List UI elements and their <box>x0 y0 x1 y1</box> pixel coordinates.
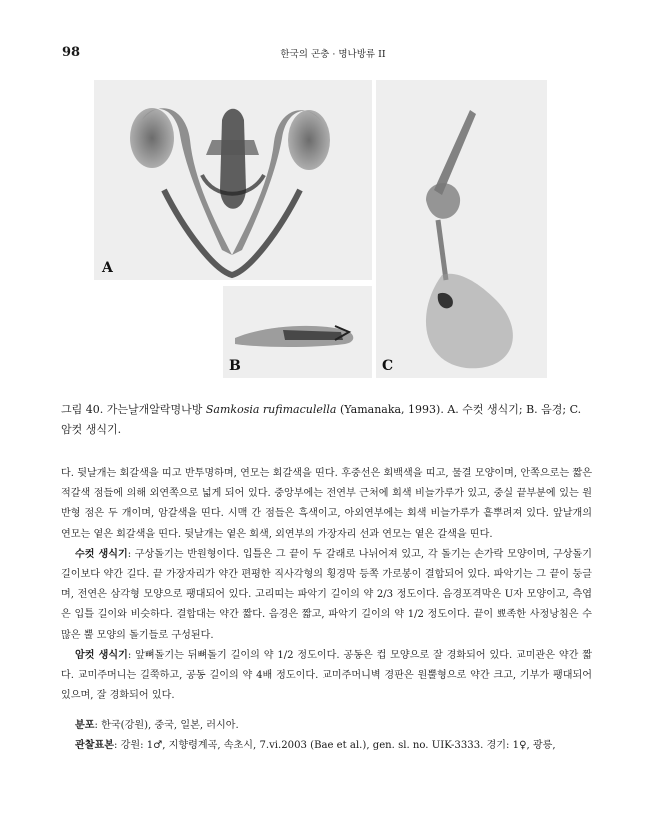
male-genitalia-image <box>94 80 372 280</box>
specimens-line <box>61 736 592 756</box>
distribution-text: : 한국(강원), 중국, 일본, 러시아. <box>94 720 239 731</box>
specimens-term: 관찰표본 <box>75 740 115 752</box>
figure-panel-a <box>94 80 372 280</box>
panel-label-a: A <box>102 260 113 276</box>
paragraph-male-genitalia <box>61 545 592 646</box>
distribution-section <box>61 716 592 756</box>
caption-species: Samkosia rufimaculella <box>205 403 337 416</box>
panel-label-c: C <box>382 358 394 374</box>
male-genitalia-text: : 구상돌기는 반원형이다. 입틀은 그 끝이 두 갈래로 나뉘어져 있고, 각 돌기는 손가락 모양이며, 구상돌기 길이보다 약간 길다. 끝 가장자리가 약간 편평한 직사각형의 횡경막 등쪽 가로봉이 결합되어 있다. 파악기는 그 끝이 둥글며, 전연은 삼각형 모양으로 팽대되어 있다. 고리띠는 파악기 길이의 약 2/3 정도이다. 음경포격막은 U자 모양이고, 측엽은 입틀 길이와 비슷하다. 결합대는 약간 짧다. 음경은 짧고, 파악기 길이의 약 1/2 정도이다. 끝이 뾰족한 사정낭침은 수많은 뿔 모양의 돌기들로 구성된다. <box>61 548 592 641</box>
species-description <box>61 464 592 706</box>
figure-caption <box>61 400 591 440</box>
running-title: 한국의 곤충 · 명나방류 II <box>280 49 386 60</box>
paragraph-wings: 다. 뒷날개는 회갈색을 띠고 반투명하며, 연모는 회갈색을 띤다. 후중선은 회백색을 띠고, 물결 모양이며, 안쪽으로는 짧은 적갈색 점들에 의해 외연쪽으로 넓게 되어 있다. 중앙부에는 전연부 근처에 회색 비늘가루가 있고, 중실 끝부분에 있는 원반형 점은 두 개이며, 암갈색을 띤다. 시맥 간 점들은 흑색이고, 아외연부에는 회색 비늘가루가 흩뿌려져 있다. 앞날개의 연모는 옅은 회갈색을 띤다. 뒷날개는 옅은 회색, 외연부의 가장자리 선과 연모는 옅은 갈색을 띤다. <box>61 468 592 540</box>
specimens-text: : 강원: 1♂, 지향령계곡, 속초시, 7.vi.2003 (Bae et al.), gen. sl. no. UIK-3333. 경기: 1♀, 광릉, <box>114 740 556 752</box>
caption-suffix: (Yamanaka, 1993). A. 수컷 생식기; B. 음경; C. 암컷 생식기. <box>61 403 582 436</box>
figure-panel-b <box>223 286 372 378</box>
female-genitalia-image <box>376 80 547 378</box>
figure-panel-c <box>376 80 547 378</box>
distribution-line <box>61 716 592 736</box>
female-genitalia-text: : 앞뼈돌기는 뒤뼈돌기 길이의 약 1/2 정도이다. 공동은 컵 모양으로 잘 경화되어 있다. 교미관은 약간 짧다. 교미주머니는 길쭉하고, 공동 길이의 약 4배 정도이다. 교미주머니벽 경판은 원뿔형으로 약간 크고, 기부가 팽대되어 있으며, 잘 경화되어 있다. <box>61 649 592 702</box>
female-genitalia-term: 암컷 생식기 <box>75 649 128 661</box>
caption-prefix: 그림 40. 가는날개알락명나방 <box>61 403 206 416</box>
page-number: 98 <box>62 45 81 60</box>
paragraph-female-genitalia <box>61 646 592 707</box>
distribution-term: 분포 <box>75 720 95 731</box>
male-genitalia-term: 수컷 생식기 <box>75 548 128 560</box>
aedeagus-image <box>223 286 372 378</box>
panel-label-b: B <box>229 358 241 374</box>
